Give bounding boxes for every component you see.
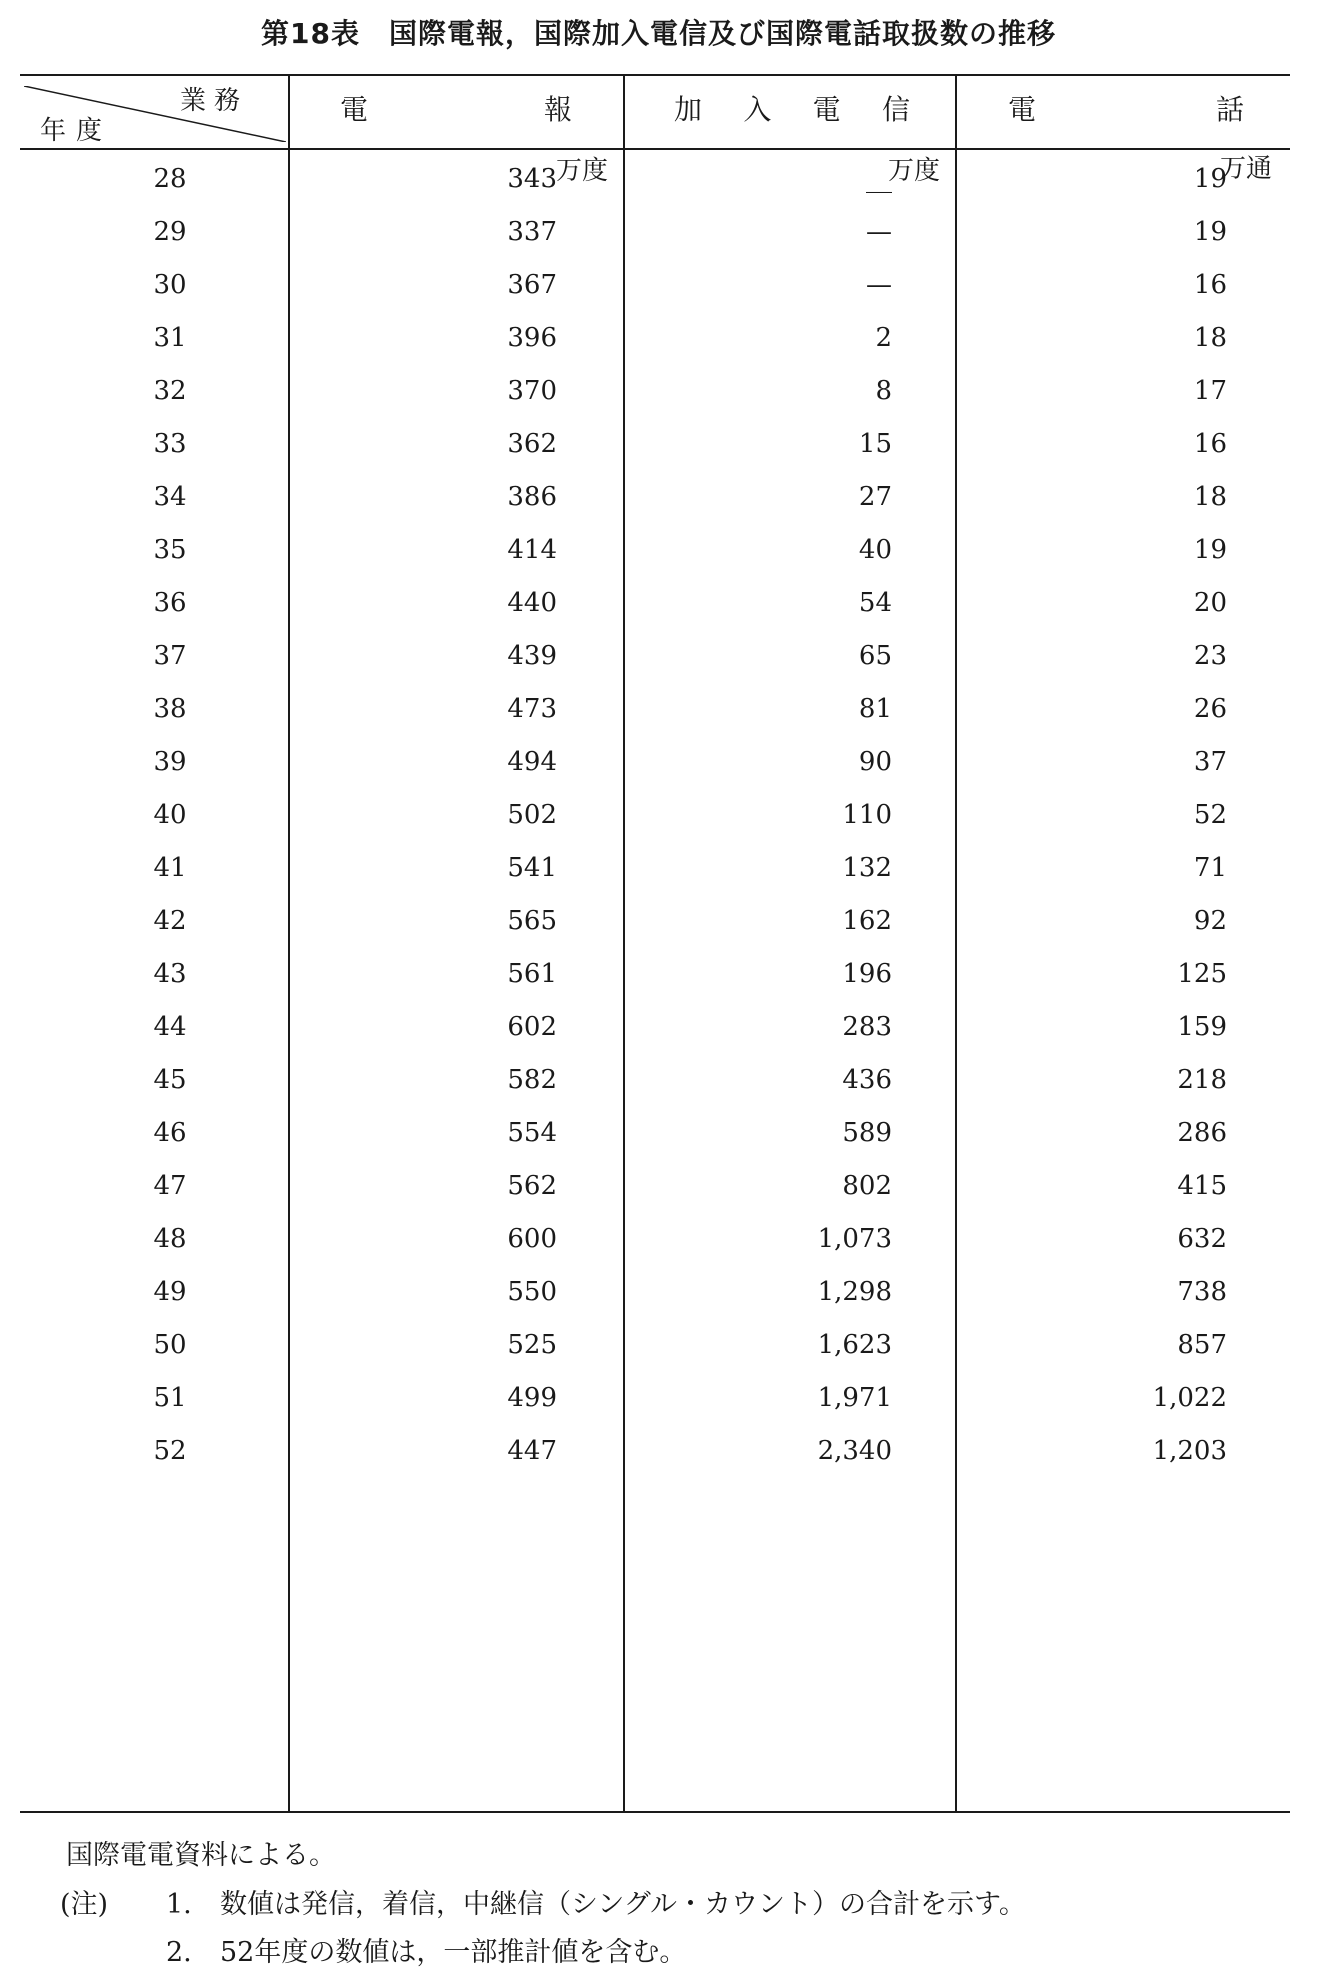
- footnote-2: [166, 1930, 686, 1969]
- telex-cell: 283: [842, 1012, 892, 1042]
- bottom-rule: [20, 1811, 1290, 1813]
- year-cell: 39: [153, 747, 187, 777]
- telephone-cell: 415: [1177, 1171, 1227, 1201]
- telegram-cell: 541: [507, 853, 557, 883]
- telex-cell: 436: [842, 1065, 892, 1095]
- telephone-cell: 18: [1193, 323, 1227, 353]
- telex-cell: 1,971: [817, 1383, 892, 1413]
- telegram-cell: 337: [507, 217, 557, 247]
- telephone-cell: 19: [1193, 217, 1227, 247]
- telex-cell: 65: [858, 641, 892, 671]
- footnote-text: 数値は発信，着信，中継信（シングル・カウント）の合計を示す。: [220, 1889, 1026, 1920]
- telex-cell: 589: [842, 1118, 892, 1148]
- telex-cell: 2,340: [817, 1436, 892, 1466]
- top-rule: [20, 74, 1290, 76]
- telephone-cell: 92: [1193, 906, 1227, 936]
- year-cell: 41: [153, 853, 187, 883]
- telegram-cell: 343: [507, 164, 557, 194]
- telephone-cell: 18: [1193, 482, 1227, 512]
- header-char: 加: [674, 93, 703, 126]
- footnote-label: (注): [60, 1889, 109, 1920]
- telegram-cell: 565: [507, 906, 557, 936]
- telegram-cell: 600: [507, 1224, 557, 1254]
- telegram-cell: 362: [507, 429, 557, 459]
- telephone-cell: 857: [1177, 1330, 1227, 1360]
- telex-cell: 2: [875, 323, 892, 353]
- telex-cell: 8: [875, 376, 892, 406]
- source-note: 国際電電資料による。: [66, 1840, 336, 1871]
- telegram-cell: 447: [507, 1436, 557, 1466]
- telegram-cell: 499: [507, 1383, 557, 1413]
- telegram-cell: 386: [507, 482, 557, 512]
- telex-cell: —: [866, 270, 892, 300]
- telex-cell: 1,073: [817, 1224, 892, 1254]
- column-header-telegram: [340, 88, 572, 128]
- telegram-cell: 562: [507, 1171, 557, 1201]
- header-char: 電: [1008, 93, 1037, 126]
- year-cell: 43: [153, 959, 187, 989]
- telegram-cell: 550: [507, 1277, 557, 1307]
- footnote-text: 52年度の数値は，一部推計値を含む。: [220, 1937, 687, 1968]
- header-char: 信: [881, 93, 910, 126]
- table-row: [0, 164, 1317, 204]
- footnote-1: [60, 1882, 1026, 1921]
- telephone-cell: 71: [1193, 853, 1227, 883]
- telex-cell: 802: [842, 1171, 892, 1201]
- telephone-cell: 20: [1193, 588, 1227, 618]
- year-cell: 34: [153, 482, 187, 512]
- year-cell: 49: [153, 1277, 187, 1307]
- telegram-cell: 525: [507, 1330, 557, 1360]
- table-row: [0, 1277, 1317, 1317]
- table-row: [0, 800, 1317, 840]
- table-row: [0, 482, 1317, 522]
- telegram-cell: 396: [507, 323, 557, 353]
- table-row: [0, 270, 1317, 310]
- header-rule: [20, 148, 1290, 150]
- table-row: [0, 1118, 1317, 1158]
- table-row: [0, 1436, 1317, 1476]
- telegram-cell: 602: [507, 1012, 557, 1042]
- telex-cell: 1,623: [817, 1330, 892, 1360]
- table-row: [0, 853, 1317, 893]
- unit-telephone: 万通: [1220, 154, 1273, 184]
- year-cell: 48: [153, 1224, 187, 1254]
- table-title: 第18表 国際電報，国際加入電信及び国際電話取扱数の推移: [261, 17, 1056, 50]
- table-row: [0, 429, 1317, 469]
- telex-cell: 162: [842, 906, 892, 936]
- telex-cell: 1,298: [817, 1277, 892, 1307]
- telegram-cell: 582: [507, 1065, 557, 1095]
- telephone-cell: 632: [1177, 1224, 1227, 1254]
- telephone-cell: 26: [1193, 694, 1227, 724]
- telex-cell: 110: [842, 800, 892, 830]
- footnote-number: 2.: [166, 1937, 192, 1968]
- telephone-cell: 19: [1193, 535, 1227, 565]
- header-char: 話: [1215, 93, 1244, 126]
- corner-header-year: 年度: [40, 116, 113, 146]
- table-row: [0, 747, 1317, 787]
- telegram-cell: 494: [507, 747, 557, 777]
- corner-header-business: 業務: [180, 86, 249, 116]
- year-cell: 42: [153, 906, 187, 936]
- header-char: 電: [340, 93, 369, 126]
- table-row: [0, 1065, 1317, 1105]
- telegram-cell: 440: [507, 588, 557, 618]
- year-cell: 29: [153, 217, 187, 247]
- year-cell: 31: [153, 323, 187, 353]
- year-cell: 45: [153, 1065, 187, 1095]
- telephone-cell: 1,022: [1152, 1383, 1227, 1413]
- year-cell: 47: [153, 1171, 187, 1201]
- telegram-cell: 370: [507, 376, 557, 406]
- table-row: [0, 535, 1317, 575]
- telegram-cell: 473: [507, 694, 557, 724]
- telephone-cell: 17: [1193, 376, 1227, 406]
- telex-cell: 90: [858, 747, 892, 777]
- telex-cell: 40: [858, 535, 892, 565]
- telephone-cell: 16: [1193, 270, 1227, 300]
- column-header-telex: [674, 88, 910, 128]
- telegram-cell: 554: [507, 1118, 557, 1148]
- telex-cell: 81: [858, 694, 892, 724]
- telephone-cell: 1,203: [1152, 1436, 1227, 1466]
- telex-cell: 196: [842, 959, 892, 989]
- year-cell: 30: [153, 270, 187, 300]
- table-row: [0, 641, 1317, 681]
- year-cell: 50: [153, 1330, 187, 1360]
- telex-cell: 132: [842, 853, 892, 883]
- year-cell: 52: [153, 1436, 187, 1466]
- header-char: 電: [812, 93, 841, 126]
- header-char: 報: [543, 93, 572, 126]
- telephone-cell: 19: [1193, 164, 1227, 194]
- telephone-cell: 16: [1193, 429, 1227, 459]
- telex-cell: 54: [858, 588, 892, 618]
- telephone-cell: 37: [1193, 747, 1227, 777]
- unit-telegram: 万度: [556, 156, 609, 186]
- year-cell: 38: [153, 694, 187, 724]
- year-cell: 44: [153, 1012, 187, 1042]
- telex-cell: __: [866, 164, 892, 194]
- year-cell: 32: [153, 376, 187, 406]
- telegram-cell: 439: [507, 641, 557, 671]
- table-row: [0, 1330, 1317, 1370]
- table-row: [0, 1224, 1317, 1264]
- table-row: [0, 959, 1317, 999]
- telegram-cell: 367: [507, 270, 557, 300]
- footnote-number: 1.: [166, 1889, 192, 1920]
- unit-telex: 万度: [888, 156, 941, 186]
- telex-cell: 15: [858, 429, 892, 459]
- telegram-cell: 502: [507, 800, 557, 830]
- table-row: [0, 694, 1317, 734]
- telephone-cell: 218: [1177, 1065, 1227, 1095]
- telephone-cell: 52: [1193, 800, 1227, 830]
- year-cell: 40: [153, 800, 187, 830]
- telephone-cell: 23: [1193, 641, 1227, 671]
- table-row: [0, 323, 1317, 363]
- year-cell: 36: [153, 588, 187, 618]
- telegram-cell: 561: [507, 959, 557, 989]
- year-cell: 28: [153, 164, 187, 194]
- telegram-cell: 414: [507, 535, 557, 565]
- telephone-cell: 738: [1177, 1277, 1227, 1307]
- table-row: [0, 1012, 1317, 1052]
- year-cell: 51: [153, 1383, 187, 1413]
- year-cell: 46: [153, 1118, 187, 1148]
- table-row: [0, 906, 1317, 946]
- table-row: [0, 376, 1317, 416]
- year-cell: 35: [153, 535, 187, 565]
- telephone-cell: 125: [1177, 959, 1227, 989]
- table-row: [0, 588, 1317, 628]
- telephone-cell: 286: [1177, 1118, 1227, 1148]
- telephone-cell: 159: [1177, 1012, 1227, 1042]
- column-header-telephone: [1008, 88, 1244, 128]
- telex-cell: —: [866, 217, 892, 247]
- year-cell: 33: [153, 429, 187, 459]
- table-row: [0, 1171, 1317, 1211]
- telex-cell: 27: [858, 482, 892, 512]
- table-row: [0, 1383, 1317, 1423]
- year-cell: 37: [153, 641, 187, 671]
- header-char: 入: [743, 93, 772, 126]
- table-row: [0, 217, 1317, 257]
